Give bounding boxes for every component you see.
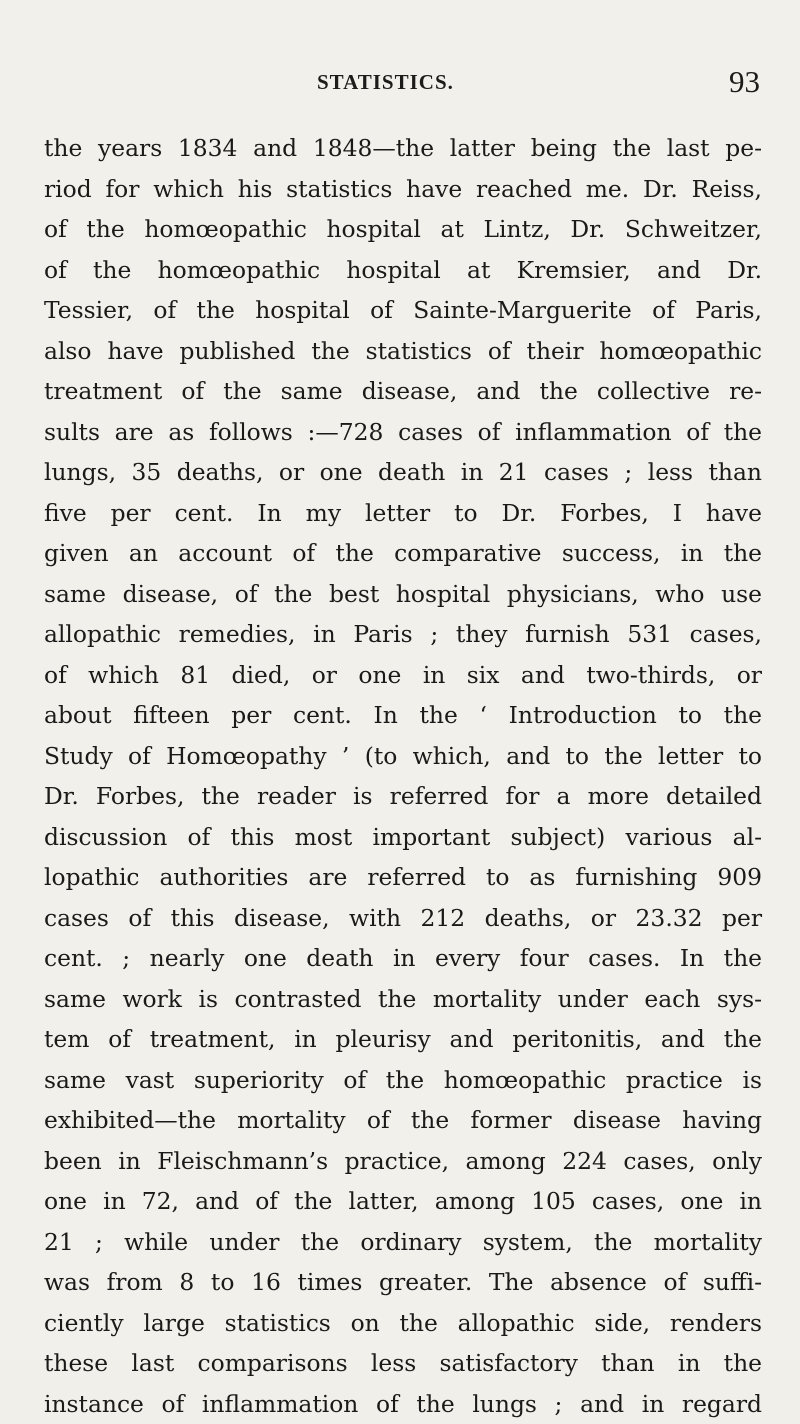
text-line: Study of Homœopathy ’ (to which, and to the letter to: [44, 736, 762, 777]
text-line: Tessier, of the hospital of Sainte-Marguerite of Paris,: [44, 290, 762, 331]
running-title: STATISTICS.: [317, 70, 454, 95]
text-line: five per cent. In my letter to Dr. Forbes, I have: [44, 493, 762, 534]
text-line: riod for which his statistics have reached me. Dr. Reiss,: [44, 169, 762, 210]
text-line: 21 ; while under the ordinary system, the mortality: [44, 1222, 762, 1263]
text-line: of which 81 died, or one in six and two-thirds, or: [44, 655, 762, 696]
text-line: one in 72, and of the latter, among 105 cases, one in: [44, 1181, 762, 1222]
text-line: discussion of this most important subject) various al-: [44, 817, 762, 858]
text-line: tem of treatment, in pleurisy and peritonitis, and the: [44, 1019, 762, 1060]
text-line: cases of this disease, with 212 deaths, or 23.32 per: [44, 898, 762, 939]
text-line: exhibited—the mortality of the former disease having: [44, 1100, 762, 1141]
text-line: given an account of the comparative success, in the: [44, 533, 762, 574]
page-number: 93: [729, 64, 760, 100]
text-line: of the homœopathic hospital at Kremsier, and Dr.: [44, 250, 762, 291]
text-line: been in Fleischmann’s practice, among 224 cases, only: [44, 1141, 762, 1182]
body-text: [44, 128, 762, 1424]
text-line: instance of inflammation of the lungs ; and in regard: [44, 1384, 762, 1424]
text-line: lopathic authorities are referred to as furnishing 909: [44, 857, 762, 898]
text-line: of the homœopathic hospital at Lintz, Dr. Schweitzer,: [44, 209, 762, 250]
text-line: lungs, 35 deaths, or one death in 21 cases ; less than: [44, 452, 762, 493]
text-line: was from 8 to 16 times greater. The absence of suffi-: [44, 1262, 762, 1303]
text-line: these last comparisons less satisfactory than in the: [44, 1343, 762, 1384]
text-line: sults are as follows :—728 cases of inflammation of the: [44, 412, 762, 453]
text-line: also have published the statistics of their homœopathic: [44, 331, 762, 372]
text-line: same work is contrasted the mortality under each sys-: [44, 979, 762, 1020]
text-line: allopathic remedies, in Paris ; they furnish 531 cases,: [44, 614, 762, 655]
text-line: ciently large statistics on the allopathic side, renders: [44, 1303, 762, 1344]
text-line: same vast superiority of the homœopathic practice is: [44, 1060, 762, 1101]
text-line: same disease, of the best hospital physicians, who use: [44, 574, 762, 615]
text-line: the years 1834 and 1848—the latter being the last pe-: [44, 128, 762, 169]
text-line: treatment of the same disease, and the collective re-: [44, 371, 762, 412]
text-line: Dr. Forbes, the reader is referred for a more detailed: [44, 776, 762, 817]
text-line: cent. ; nearly one death in every four cases. In the: [44, 938, 762, 979]
running-head: [0, 64, 800, 104]
text-line: about fifteen per cent. In the ‘ Introduction to the: [44, 695, 762, 736]
